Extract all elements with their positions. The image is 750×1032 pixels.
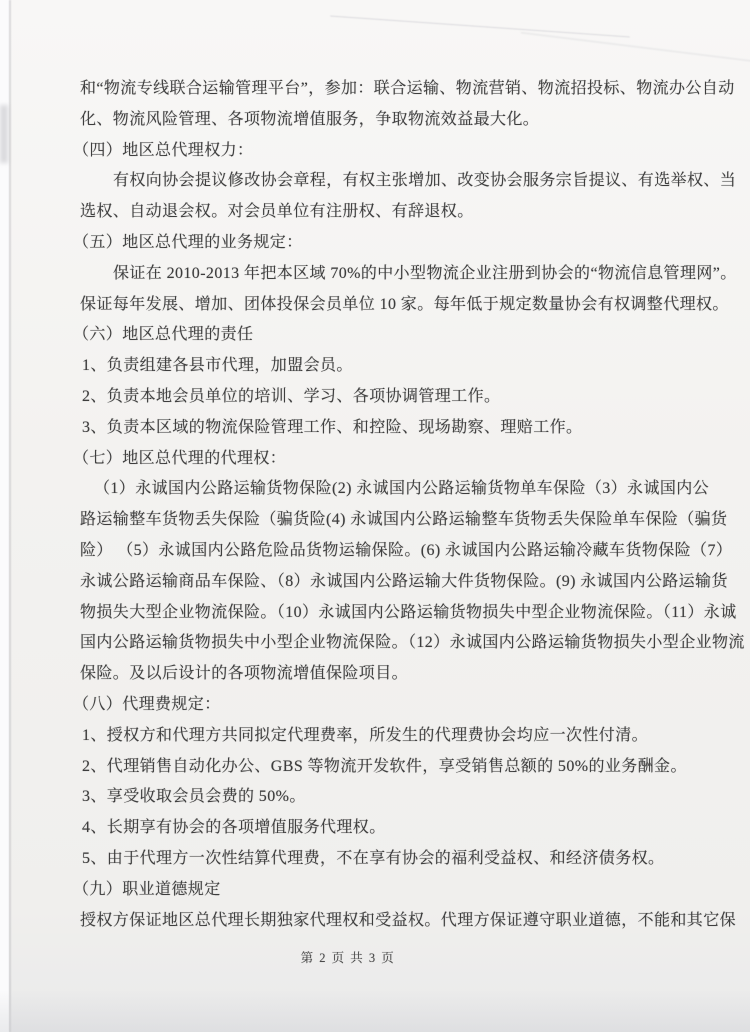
document-body	[73, 74, 745, 936]
text-line: 险） （5）永诚国内公路危险品货物运输保险。(6) 永诚国内公路运输冷藏车货物保险（7）	[80, 541, 733, 559]
text-line: 保证在 2010-2013 年把本区域 70%的中小型物流企业注册到协会的“物流信息管理网”。	[113, 264, 737, 282]
numbered-item: 5、由于代理方一次性结算代理费，不在享有协会的福利受益权、和经济债务权。	[82, 849, 665, 867]
text-line: （1）永诚国内公路运输货物保险(2) 永诚国内公路运输货物单车保险（3）永诚国内公	[94, 480, 710, 498]
text-line: 和“物流专线联合运输管理平台”，参加：联合运输、物流营销、物流招投标、物流办公自动	[80, 80, 735, 97]
text-line: 保险。及以后设计的各项物流增值保险项目。	[80, 665, 409, 683]
section-heading: （九）职业道德规定	[73, 880, 221, 898]
text-line: 保证每年发展、增加、团体投保会员单位 10 家。每年低于规定数量协会有权调整代理权。	[80, 295, 729, 313]
text-line: 国内公路运输货物损失中小型企业物流保险。（12）永诚国内公路运输货物损失小型企业物流	[80, 634, 745, 652]
numbered-item: 2、负责本地会员单位的培训、学习、各项协调管理工作。	[82, 387, 501, 405]
section-heading: （八）代理费规定：	[73, 695, 221, 713]
section-heading: （五）地区总代理的业务规定：	[73, 233, 303, 251]
scan-smudge	[0, 105, 8, 163]
text-line: 选权、自动退会权。对会员单位有注册权、有辞退权。	[80, 203, 474, 221]
paper-crease-top	[330, 16, 629, 38]
text-line: 化、物流风险管理、各项物流增值服务，争取物流效益最大化。	[80, 110, 540, 128]
section-heading: （六）地区总代理的责任	[73, 326, 254, 344]
numbered-item: 3、享受收取会员会费的 50%。	[82, 788, 306, 806]
numbered-item: 4、长期享有协会的各项增值服务代理权。	[82, 819, 386, 837]
text-line: 物损失大型企业物流保险。（10）永诚国内公路运输货物损失中型企业物流保险。（11）永诚	[80, 603, 737, 621]
numbered-item: 1、授权方和代理方共同拟定代理费率，所发生的代理费协会均应一次性付清。	[82, 726, 649, 744]
text-line: 授权方保证地区总代理长期独家代理权和受益权。代理方保证遵守职业道德，不能和其它保	[80, 911, 737, 929]
text-line: 有权向协会提议修改协会章程，有权主张增加、改变协会服务宗旨提议、有选举权、当	[113, 172, 737, 190]
text-line: 路运输整车货物丢失保险（骗货险(4) 永诚国内公路运输整车货物丢失保险单车保险（骗货	[80, 511, 728, 529]
page-footer: 第 2 页 共 3 页	[300, 951, 396, 965]
numbered-item: 3、负责本区域的物流保险管理工作、和控险、现场勘察、理赔工作。	[82, 418, 583, 436]
numbered-item: 1、负责组建各县市代理，加盟会员。	[82, 357, 353, 375]
section-heading: （四）地区总代理权力：	[73, 141, 254, 159]
section-heading: （七）地区总代理的代理权：	[73, 449, 287, 467]
paper-crease-top-right	[521, 32, 750, 65]
numbered-item: 2、代理销售自动化办公、GBS 等物流开发软件，享受销售总额的 50%的业务酬金。	[82, 757, 687, 775]
scan-bottom-shadow	[0, 990, 750, 1032]
paper-seam-line	[9, 0, 11, 1032]
text-line: 永诚公路运输商品车保险、（8）永诚国内公路运输大件货物保险。(9) 永诚国内公路运输货	[80, 572, 728, 590]
